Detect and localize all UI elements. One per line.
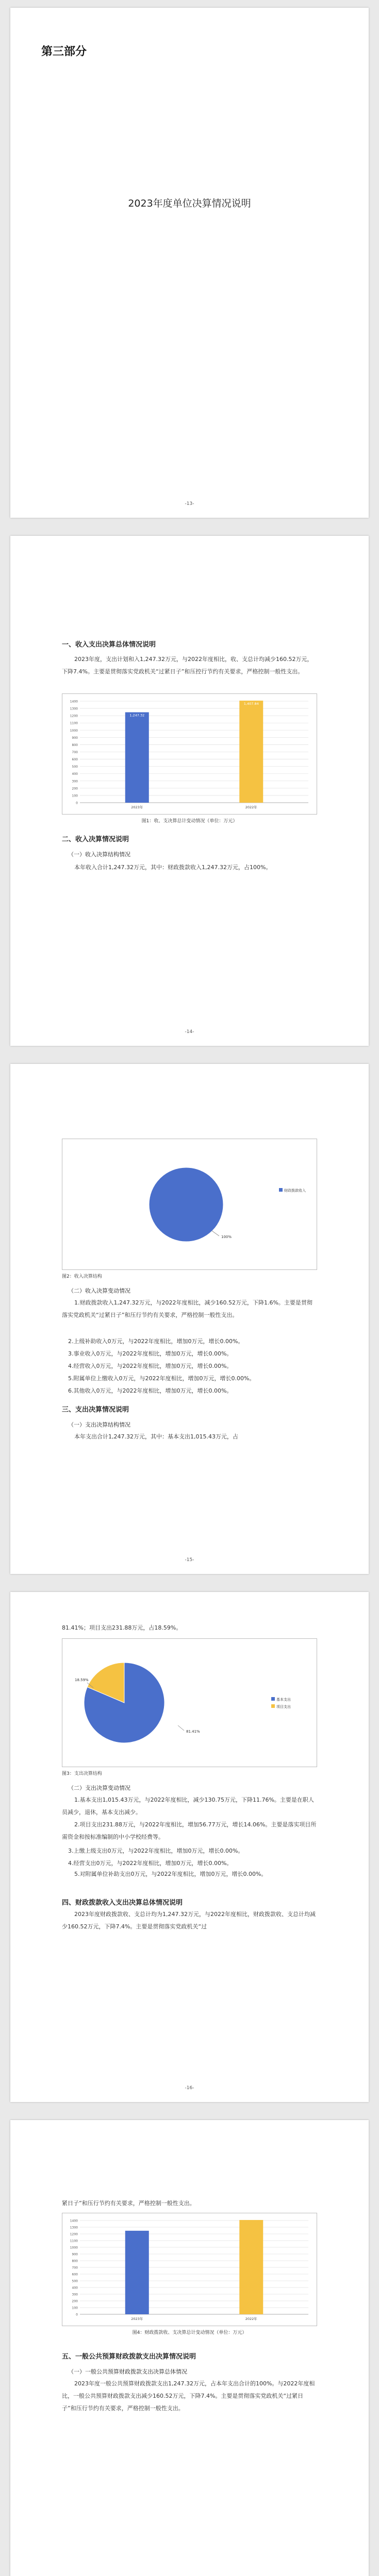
text-line: 5.附属单位上缴收入0万元，与2022年度相比，增加0万元，增长0.00%。 xyxy=(68,1375,255,1382)
y-tick-label: 1000 xyxy=(70,728,78,733)
y-tick-label: 0 xyxy=(76,801,78,805)
text-line: 4.经营支出0万元，与2022年度相比，增加0万元，增长0.00%。 xyxy=(68,1860,233,1867)
y-tick-label: 1300 xyxy=(70,707,78,711)
y-tick-label: 1000 xyxy=(70,2246,78,2250)
y-tick-label: 600 xyxy=(72,2273,78,2277)
y-tick-label: 700 xyxy=(72,2266,78,2270)
paragraph: 2.项目支出231.88万元，与2022年度相比，增加56.77万元，增长14.06%。主要是落实项目所需资金和按标准编制的中小学校经费等。 xyxy=(62,1821,317,1840)
subsection-title: （二）收入决算变动情况 xyxy=(68,1287,130,1294)
page-1 xyxy=(10,8,369,518)
chart-caption: 图3：支出决算结构 xyxy=(62,1771,102,1776)
y-tick-label: 1300 xyxy=(70,2226,78,2230)
section-title: 三、支出决算情况说明 xyxy=(62,1406,129,1414)
section-title: 五、一般公共预算财政拨款支出决算情况说明 xyxy=(62,2353,196,2361)
bar-chart-2-svg xyxy=(62,2213,317,2326)
pie-chart-income xyxy=(62,1139,317,1270)
y-tick-label: 500 xyxy=(72,765,78,769)
y-tick-label: 100 xyxy=(72,2306,78,2310)
x-tick-label: 2023年 xyxy=(131,805,143,809)
pie-slice-label: 81.41% xyxy=(186,1730,200,1734)
y-tick-label: 900 xyxy=(72,2252,78,2257)
y-tick-label: 1400 xyxy=(70,700,78,704)
pie-chart-expense xyxy=(62,1638,317,1767)
y-tick-label: 1400 xyxy=(70,2219,78,2223)
data-label: 1,247.32 xyxy=(129,713,145,718)
page-number: -14- xyxy=(185,1029,194,1035)
bar-2023 xyxy=(125,2231,149,2314)
bar-chart-1-svg xyxy=(62,694,317,814)
legend-label: 项目支出 xyxy=(276,1705,291,1709)
chart-caption: 图1：收、支决算总计变动情况（单位：万元） xyxy=(141,819,238,824)
pie-slice-financial-income xyxy=(149,1167,223,1242)
text-line: 3.上缴上级支出0万元，与2022年度相比，增加0万元，增长0.00%。 xyxy=(68,1848,244,1854)
page-2 xyxy=(10,536,369,1046)
paragraph: 2023年度，支出计划和入1,247.32万元，与2022年度相比，收、支总计均减少160.52万元，下降7.4%。主要是贯彻落实党政机关“过紧日子”和压控行节约有关要求，严格控制一般性支出。 xyxy=(62,656,313,675)
section-title: 四、财政拨款收入支出决算总体情况说明 xyxy=(62,1899,183,1907)
part-title: 第三部分 xyxy=(41,45,87,58)
y-tick-label: 1100 xyxy=(70,721,78,725)
page-5 xyxy=(10,2120,369,2576)
y-tick-label: 1200 xyxy=(70,714,78,718)
x-tick-label: 2022年 xyxy=(245,805,257,809)
x-tick-label: 2023年 xyxy=(131,2317,143,2321)
subsection-title: （一）收入决算结构情况 xyxy=(68,851,130,858)
bar-2022 xyxy=(239,2220,263,2314)
paragraph: 本年收入合计1,247.32万元，其中：财政拨款收入1,247.32万元，占100%。 xyxy=(74,864,272,871)
paragraph: 紧日子”和压行节约有关要求，严格控制一般性支出。 xyxy=(62,2200,195,2207)
y-tick-label: 500 xyxy=(72,2279,78,2283)
subsection-title: （一）支出决算结构情况 xyxy=(68,1421,130,1428)
legend-swatch xyxy=(279,1188,283,1192)
legend-swatch xyxy=(271,1697,275,1701)
chart-caption: 图2：收入决算结构 xyxy=(62,1274,102,1279)
y-tick-label: 700 xyxy=(72,751,78,754)
pie-slice-label: 18.59% xyxy=(75,1678,89,1682)
y-tick-label: 300 xyxy=(72,2293,78,2297)
legend-swatch xyxy=(271,1704,275,1708)
subsection-title: （二）支出决算变动情况 xyxy=(68,1785,130,1791)
doc-title: 2023年度单位决算情况说明 xyxy=(128,198,251,209)
paragraph: 1.基本支出1,015.43万元，与2022年度相比，减少130.75万元，下降11.76%。主要是在职人员减少，退休，基本支出减少。 xyxy=(62,1797,314,1816)
bar-2022 xyxy=(239,701,263,803)
y-tick-label: 0 xyxy=(76,2313,78,2317)
page-number: -15- xyxy=(185,1557,194,1563)
y-tick-label: 400 xyxy=(72,2286,78,2290)
legend-label: 基本支出 xyxy=(276,1698,291,1702)
section-title: 一、收入支出决算总体情况说明 xyxy=(62,641,156,649)
bar-chart-2 xyxy=(62,2213,317,2326)
pie-chart-expense-svg xyxy=(62,1639,317,1767)
y-tick-label: 800 xyxy=(72,743,78,747)
page-3 xyxy=(10,1064,369,1574)
chart-caption: 图4：财政拨款收、支决算总计变动情况（单位：万元） xyxy=(132,2330,247,2335)
paragraph: 1.财政拨款收入1,247.32万元，与2022年度相比，减少160.52万元，下降1.6%。主要是贯彻落实党政机关“过紧日子”和压行节约有关要求，严格控制一般性支出。 xyxy=(62,1299,312,1318)
paragraph: 本年支出合计1,247.32万元，其中：基本支出1,015.43万元，占 xyxy=(74,1433,238,1440)
y-tick-label: 800 xyxy=(72,2259,78,2263)
y-tick-label: 600 xyxy=(72,758,78,762)
y-tick-label: 200 xyxy=(72,787,78,791)
y-tick-label: 900 xyxy=(72,736,78,740)
paragraph: 2023年度一般公共预算财政拨款支出1,247.32万元，占本年支出合计的100%。与2022年度相比，一般公共预算财政拨款支出减少160.52万元，下降7.4%。主要是贯彻落实党政机关“过紧日子”和压行节约有关要求，严格控制一般性支出。 xyxy=(62,2380,315,2412)
text-line: 6.其他收入0万元，与2022年度相比，增加0万元，增长0.00%。 xyxy=(68,1387,233,1394)
pie-slice-label: 100% xyxy=(221,1235,232,1239)
paragraph: 5.对附属单位补助支出0万元，与2022年度相比，增加0万元，增长0.00%。 xyxy=(74,1871,267,1877)
section-title: 二、收入决算情况说明 xyxy=(62,836,129,843)
paragraph: 2023年度财政拨款收、支总计均为1,247.32万元，与2022年度相比，财政拨款收、支总计均减少160.52万元，下降7.4%。主要是贯彻落实党政机关“过 xyxy=(62,1911,316,1930)
text-line: 4.经营收入0万元，与2022年度相比，增加0万元，增长0.00%。 xyxy=(68,1363,233,1369)
pie-leader-line xyxy=(212,1231,219,1236)
y-tick-label: 1200 xyxy=(70,2232,78,2236)
bar-2023 xyxy=(125,712,149,803)
legend-label: 财政拨款收入 xyxy=(284,1189,306,1193)
x-tick-label: 2022年 xyxy=(245,2317,257,2321)
y-tick-label: 1100 xyxy=(70,2239,78,2243)
pie-chart-income-svg xyxy=(62,1139,317,1269)
page-4 xyxy=(10,1592,369,2102)
bar-chart-1 xyxy=(62,693,317,815)
text-line: 2.上级补助收入0万元，与2022年度相比，增加0万元，增长0.00%。 xyxy=(68,1338,244,1345)
page-number: -13- xyxy=(185,501,194,506)
y-tick-label: 100 xyxy=(72,794,78,798)
subsection-title: （一）一般公共预算财政拨款支出决算总体情况 xyxy=(68,2368,187,2375)
y-tick-label: 200 xyxy=(72,2299,78,2303)
paragraph: 81.41%；项目支出231.88万元，占18.59%。 xyxy=(62,1624,182,1631)
page-number: -16- xyxy=(185,2086,194,2091)
text-line: 3.事业收入0万元，与2022年度相比，增加0万元，增长0.00%。 xyxy=(68,1350,233,1357)
pie-leader-line xyxy=(178,1725,184,1731)
y-tick-label: 400 xyxy=(72,772,78,776)
y-tick-label: 300 xyxy=(72,779,78,784)
data-label: 1,407.84 xyxy=(243,701,259,706)
